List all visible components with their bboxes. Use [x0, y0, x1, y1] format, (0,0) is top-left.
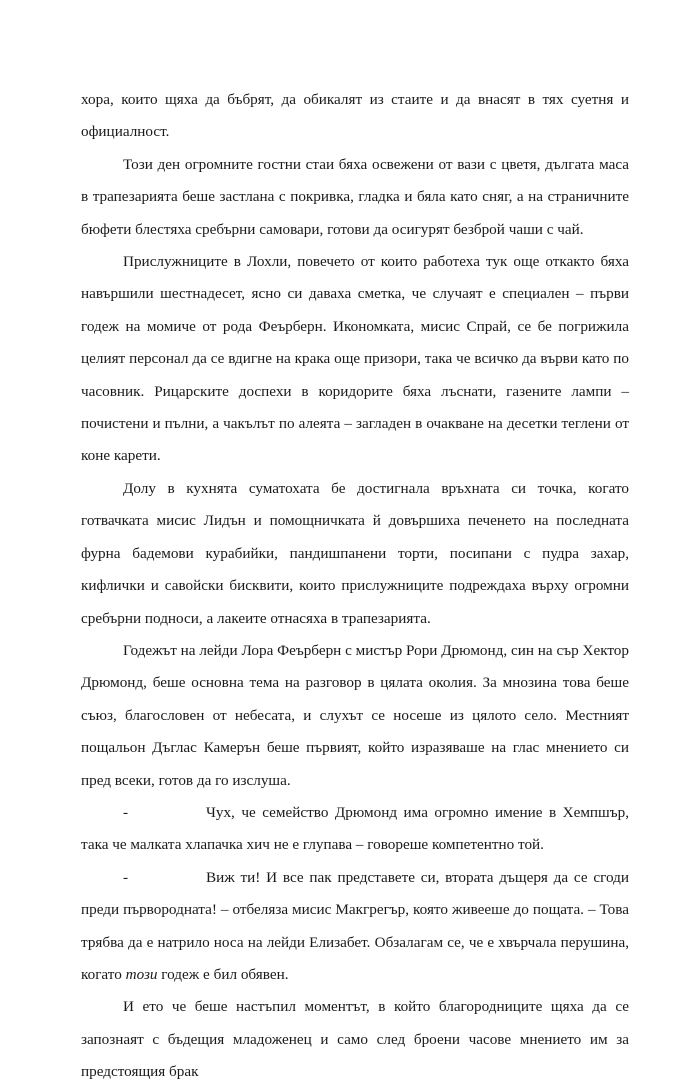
dialogue-text-start: Виж ти! И все пак представете си, втората дъщеря да се сгоди преди първородната! – отбеляза мисис Макгрегър, която живееше до пощата. – Това трябва да е натрило носа на лейди Елизабет. Обзалагам се, че е хвърчала перушина, когато — [81, 868, 629, 983]
paragraph-2: Този ден огромните гостни стаи бяха освежени от вази с цветя, дългата маса в трапезарията беше застлана с покривка, гладка и бяла като сняг, а на страничните бюфети блестяха сребърни самовари, готови да осигурят безброй чаши с чай. — [81, 155, 629, 238]
dialogue-text-end: годеж е бил обявен. — [157, 965, 289, 983]
dialogue-italic-word: този — [125, 965, 158, 983]
dialogue-line-1 — [81, 797, 629, 862]
dialogue-text: Чух, че семейство Дрюмонд има огромно имение в Хемпшър, така че малката хлапачка хич не е глупава – говореше компетентно той. — [81, 803, 629, 854]
paragraph-1: хора, които щяха да бъбрят, да обикалят из стаите и да внасят в тях суетня и официалност. — [81, 91, 629, 141]
paragraph-3: Прислужниците в Лохли, повечето от които работеха тук още откакто бяха навършили шестнадесет, ясно си даваха сметка, че случаят е специален – първи годеж на момиче от рода Феърберн. Икономката, мисис Спрай, се бе погрижила целият персонал да се вдигне на крака още призори, така че всичко да върви като по часовник. Рицарските доспехи в коридорите бяха лъснати, газените лампи – почистени и пълни, а чакълът по алеята – загладен в очакване на десетки теглени от коне карети. — [81, 253, 629, 465]
dialogue-dash: - — [123, 868, 129, 886]
paragraph-5: Годежът на лейди Лора Феърберн с мистър Рори Дрюмонд, син на сър Хектор Дрюмонд, беше основна тема на разговор в цялата околия. За мнозина това беше съюз, благословен от небесата, и слухът се носеше из цялото село. Местният пощальон Дъглас Камерън беше първият, който изразяваше на глас мнението си пред всеки, готов да го изслуша. — [81, 641, 629, 789]
paragraph-8: И ето че беше настъпил моментът, в който благородниците щяха да се запознаят с бъдещия младоженец и само след броени часове мнението им за предстоящия брак — [81, 998, 629, 1081]
dialogue-dash: - — [123, 803, 129, 821]
body-text — [81, 84, 629, 1089]
dialogue-line-2 — [81, 862, 629, 992]
paragraph-4: Долу в кухнята суматохата бе достигнала връхната си точка, когато готвачката мисис Лидън и помощничката й довършиха печенето на последната фурна бадемови курабийки, пандишпанени торти, посипани с пудра захар, кифлички и савойски бисквити, които прислужниците подреждаха върху огромни сребърни подноси, а лакеите отнасяха в трапезарията. — [81, 479, 629, 627]
